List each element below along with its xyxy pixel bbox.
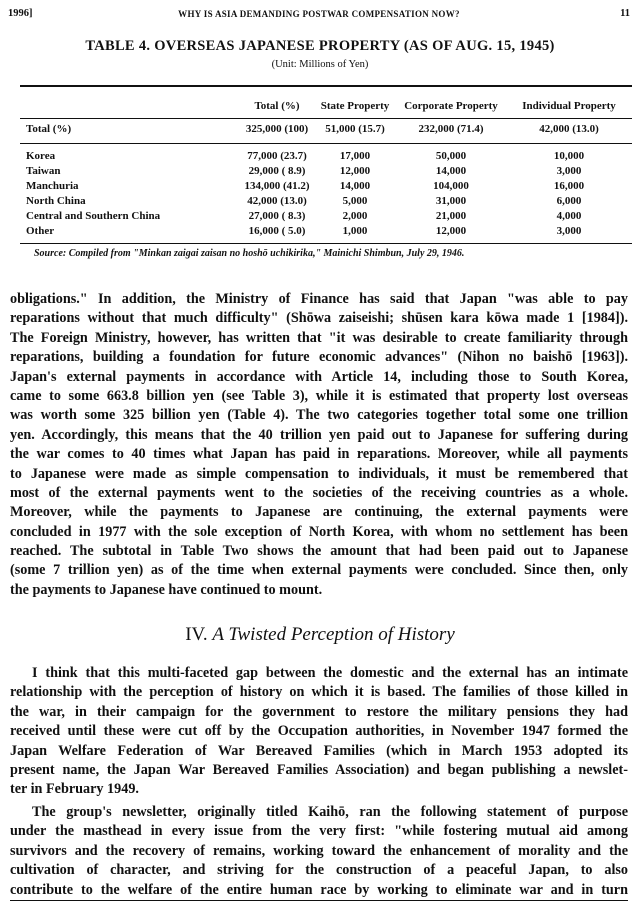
text-line: survivors and the recovery of remains, working toward the enhancement of morality and the <box>10 842 628 859</box>
table-row <box>20 225 632 239</box>
table-unit: (Unit: Millions of Yen) <box>271 59 369 70</box>
source-text: Compiled from "Minkan zaigai zaisan no hoshō uchikirika," Mainichi Shimbun, July 29, 1946. <box>68 248 465 259</box>
table-header-row <box>20 100 632 114</box>
table-cell: 42,000 (13.0) <box>247 195 307 207</box>
text-line: ter in February 1949. <box>10 781 139 798</box>
col-total-header: Total (%) <box>254 100 300 112</box>
table-cell: North China <box>26 195 86 207</box>
table-caption: TABLE 4. OVERSEAS JAPANESE PROPERTY (AS OF AUG. 15, 1945) <box>85 38 555 54</box>
table-cell: Other <box>26 225 55 237</box>
table-cell: 31,000 <box>435 195 467 207</box>
running-header <box>8 8 630 24</box>
table-row <box>20 165 632 179</box>
table-row <box>20 210 632 224</box>
table-cell: 3,000 <box>556 165 582 177</box>
table-cell: Total (%) <box>26 123 72 135</box>
text-line: Moreover, while the payments to Japanese are continuing, the external payments were <box>10 504 628 521</box>
table-row <box>20 195 632 209</box>
table-cell: 21,000 <box>435 210 467 222</box>
table-cell: 12,000 <box>339 165 371 177</box>
table-cell: 42,000 (13.0) <box>539 123 599 135</box>
table-cell: 50,000 <box>435 150 467 162</box>
text-line: came to some 663.8 billion yen (see Table 3), while it is estimated that property lost overseas <box>10 387 628 404</box>
text-line: Japan's external payments in accordance with Article 14, including those to South Korea, <box>10 368 628 385</box>
table-cell: 3,000 <box>556 225 582 237</box>
table-cell: 16,000 ( 5.0) <box>248 225 306 237</box>
header-year: 1996] <box>8 8 33 19</box>
text-line: was worth some 325 billion yen (Table 4). The two categories together total some one trillion <box>10 407 628 424</box>
table-cell: Taiwan <box>26 165 61 177</box>
table-total-row <box>20 123 632 137</box>
col-corporate-header: Corporate Property <box>404 100 498 112</box>
paragraph-newsletter <box>10 803 628 901</box>
table-cell: 1,000 <box>342 225 368 237</box>
table-cell: 14,000 <box>435 165 467 177</box>
text-line: to Japanese were made as simple compensation to individuals, it must be remembered that <box>10 465 628 482</box>
table-cell: Manchuria <box>26 180 79 192</box>
text-line: under the masthead in every issue from the very first: "while fostering mutual aid among <box>10 823 628 840</box>
section-title: A Twisted Perception of History <box>212 624 455 645</box>
text-line: I think that this multi-faceted gap between the domestic and the external has an intimate <box>32 665 628 681</box>
table-cell: Korea <box>26 150 56 162</box>
text-line: reached. The subtotal in Table Two shows the amount that had been paid out to Japanese <box>10 543 628 560</box>
table-cell: 27,000 ( 8.3) <box>248 210 306 222</box>
table-cell: 10,000 <box>553 150 585 162</box>
table-cell: Central and Southern China <box>26 210 161 222</box>
running-title: WHY IS ASIA DEMANDING POSTWAR COMPENSATION NOW? <box>178 9 460 19</box>
table-cell: 29,000 ( 8.9) <box>248 165 306 177</box>
table-cell: 16,000 <box>553 180 585 192</box>
table-header-rule <box>20 118 632 119</box>
table-cell: 232,000 (71.4) <box>418 123 484 135</box>
text-line: (some 7 trillion yen) as of the time when external payments were concluded. Since then, only <box>10 562 628 579</box>
table-cell: 6,000 <box>556 195 582 207</box>
page-number: 11 <box>620 8 630 19</box>
table-cell: 4,000 <box>556 210 582 222</box>
table-source-note <box>34 248 632 259</box>
paragraph-gap <box>10 664 628 800</box>
text-line: contribute to the welfare of the entire human race by working to eliminate war and in turn <box>10 881 628 901</box>
text-line: reparations, building a foundation for future economic advances" (Nihon no baishō [1963]). <box>10 349 628 366</box>
table-top-rule <box>20 85 632 87</box>
paragraph-obligations <box>10 290 628 600</box>
section-number: IV. <box>185 624 208 645</box>
table-cell: 51,000 (15.7) <box>325 123 385 135</box>
text-line: cultivation of character, and striving for the construction of a peaceful Japan, to also <box>10 862 628 879</box>
text-line: concluded in 1977 with the sole exception of North Korea, with whom no settlement has been <box>10 523 628 540</box>
table-cell: 17,000 <box>339 150 371 162</box>
text-line: the war comes to 40 times what Japan has paid in reparations. Moreover, while all payments <box>10 446 628 463</box>
table-cell: 104,000 <box>433 180 469 192</box>
text-line: yen. Accordingly, this means that the 40 trillion yen paid out to Japanese for suffering during <box>10 426 628 443</box>
table-cell: 14,000 <box>339 180 371 192</box>
text-line: received until these were cut off by the Occupation authorities, in November 1947 formed the <box>10 723 628 740</box>
table-total-rule <box>20 143 632 144</box>
table-cell: 77,000 (23.7) <box>247 150 307 162</box>
text-line: reparations without that much difficulty" (Shōwa zaiseishi; shūsen kara kōwa made 1 [1984]). <box>10 310 628 327</box>
text-line: The group's newsletter, originally titled Kaihō, ran the following statement of purpose <box>32 804 628 820</box>
text-line: Japan Welfare Federation of War Bereaved Families (which in March 1953 adopted its <box>10 742 628 759</box>
text-line: most of the external payments went to the societies of the receiving countries as a whole. <box>10 484 628 501</box>
table-row <box>20 150 632 164</box>
text-line: obligations." In addition, the Ministry of Finance has said that Japan "was able to pay <box>10 291 628 307</box>
col-individual-header: Individual Property <box>522 100 616 112</box>
table-cell: 325,000 (100) <box>245 123 309 135</box>
section-heading <box>0 624 640 646</box>
table-cell: 2,000 <box>342 210 368 222</box>
text-line: relationship with the perception of history on which it is based. The families of those killed in <box>10 684 628 701</box>
text-line: the war, in their campaign for the government to restore the military pensions they had <box>10 703 628 720</box>
col-state-header: State Property <box>320 100 390 112</box>
table-bottom-rule <box>20 243 632 244</box>
source-label: Source: <box>34 248 67 259</box>
table-cell: 5,000 <box>342 195 368 207</box>
table-row <box>20 180 632 194</box>
table-cell: 12,000 <box>435 225 467 237</box>
table-cell: 134,000 (41.2) <box>244 180 310 192</box>
text-line: present name, the Japan War Bereaved Families Association) and began publishing a newslet- <box>10 761 628 778</box>
text-line: The Foreign Ministry, however, has written that "it was desirable to create familiarity through <box>10 329 628 346</box>
text-line: the payments to Japanese have continued to mount. <box>10 581 323 598</box>
